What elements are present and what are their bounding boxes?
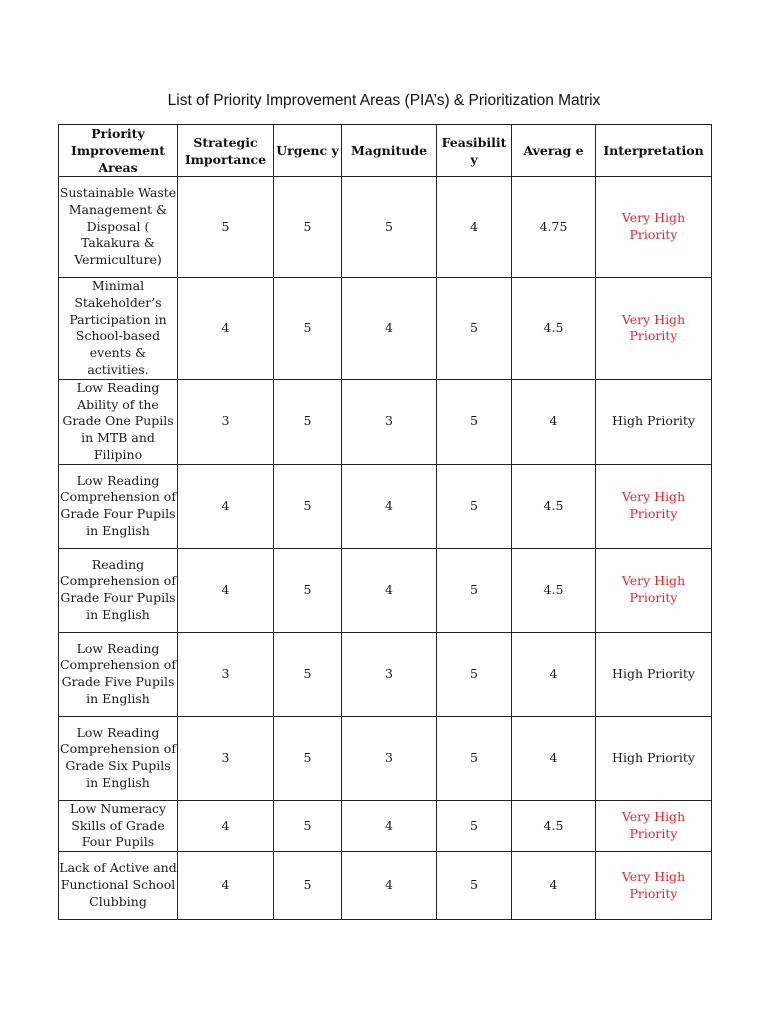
cell-urgency: 5 <box>274 852 342 920</box>
cell-strategic: 3 <box>178 632 274 716</box>
table-header-row <box>59 125 712 177</box>
table-row <box>59 800 712 851</box>
cell-interpretation: Very High Priority <box>596 278 712 380</box>
table-row <box>59 278 712 380</box>
cell-strategic: 4 <box>178 800 274 851</box>
cell-feasibility: 5 <box>437 852 512 920</box>
cell-feasibility: 5 <box>437 632 512 716</box>
cell-interpretation: Very High Priority <box>596 464 712 548</box>
table-row <box>59 379 712 464</box>
cell-feasibility: 5 <box>437 800 512 851</box>
cell-interpretation: Very High Priority <box>596 177 712 278</box>
prioritization-matrix-table <box>58 124 712 920</box>
cell-average: 4 <box>512 716 596 800</box>
cell-area: Low Reading Comprehension of Grade Six Pupils in English <box>59 716 178 800</box>
cell-feasibility: 4 <box>437 177 512 278</box>
cell-feasibility: 5 <box>437 548 512 632</box>
cell-urgency: 5 <box>274 177 342 278</box>
header-interpretation: Interpretation <box>596 125 712 177</box>
table-row <box>59 632 712 716</box>
cell-average: 4.5 <box>512 800 596 851</box>
cell-strategic: 4 <box>178 548 274 632</box>
cell-average: 4 <box>512 852 596 920</box>
cell-magnitude: 4 <box>342 278 437 380</box>
cell-strategic: 4 <box>178 278 274 380</box>
cell-interpretation: Very High Priority <box>596 548 712 632</box>
cell-feasibility: 5 <box>437 716 512 800</box>
cell-magnitude: 4 <box>342 852 437 920</box>
cell-area: Minimal Stakeholder’s Participation in School-based events & activities. <box>59 278 178 380</box>
cell-urgency: 5 <box>274 716 342 800</box>
cell-magnitude: 5 <box>342 177 437 278</box>
table-row <box>59 548 712 632</box>
cell-area: Low Reading Ability of the Grade One Pupils in MTB and Filipino <box>59 379 178 464</box>
cell-magnitude: 3 <box>342 379 437 464</box>
header-feasibility: Feasibilit y <box>437 125 512 177</box>
cell-interpretation: Very High Priority <box>596 852 712 920</box>
cell-strategic: 3 <box>178 716 274 800</box>
header-magnitude: Magnitude <box>342 125 437 177</box>
header-urgency: Urgenc y <box>274 125 342 177</box>
cell-feasibility: 5 <box>437 278 512 380</box>
cell-average: 4 <box>512 632 596 716</box>
cell-strategic: 3 <box>178 379 274 464</box>
cell-magnitude: 4 <box>342 464 437 548</box>
cell-area: Sustainable Waste Management & Disposal ( Takakura & Vermiculture) <box>59 177 178 278</box>
cell-area: Lack of Active and Functional School Clubbing <box>59 852 178 920</box>
cell-urgency: 5 <box>274 464 342 548</box>
table-row <box>59 716 712 800</box>
cell-urgency: 5 <box>274 632 342 716</box>
cell-magnitude: 3 <box>342 716 437 800</box>
cell-urgency: 5 <box>274 278 342 380</box>
cell-strategic: 5 <box>178 177 274 278</box>
cell-urgency: 5 <box>274 379 342 464</box>
cell-strategic: 4 <box>178 464 274 548</box>
cell-average: 4.75 <box>512 177 596 278</box>
header-average: Averag e <box>512 125 596 177</box>
cell-average: 4.5 <box>512 464 596 548</box>
header-strategic-importance: Strategic Importance <box>178 125 274 177</box>
cell-area: Reading Comprehension of Grade Four Pupils in English <box>59 548 178 632</box>
cell-interpretation: Very High Priority <box>596 800 712 851</box>
cell-average: 4.5 <box>512 548 596 632</box>
cell-feasibility: 5 <box>437 379 512 464</box>
header-priority-improvement-areas: Priority Improvement Areas <box>59 125 178 177</box>
cell-magnitude: 3 <box>342 632 437 716</box>
cell-interpretation: High Priority <box>596 632 712 716</box>
cell-urgency: 5 <box>274 548 342 632</box>
cell-average: 4 <box>512 379 596 464</box>
cell-urgency: 5 <box>274 800 342 851</box>
cell-feasibility: 5 <box>437 464 512 548</box>
cell-strategic: 4 <box>178 852 274 920</box>
table-row <box>59 464 712 548</box>
cell-area: Low Numeracy Skills of Grade Four Pupils <box>59 800 178 851</box>
cell-interpretation: High Priority <box>596 379 712 464</box>
cell-magnitude: 4 <box>342 548 437 632</box>
table-row <box>59 177 712 278</box>
cell-area: Low Reading Comprehension of Grade Four Pupils in English <box>59 464 178 548</box>
cell-area: Low Reading Comprehension of Grade Five Pupils in English <box>59 632 178 716</box>
document-title: List of Priority Improvement Areas (PIA’s) & Prioritization Matrix <box>167 92 601 109</box>
cell-average: 4.5 <box>512 278 596 380</box>
cell-interpretation: High Priority <box>596 716 712 800</box>
table-row <box>59 852 712 920</box>
cell-magnitude: 4 <box>342 800 437 851</box>
